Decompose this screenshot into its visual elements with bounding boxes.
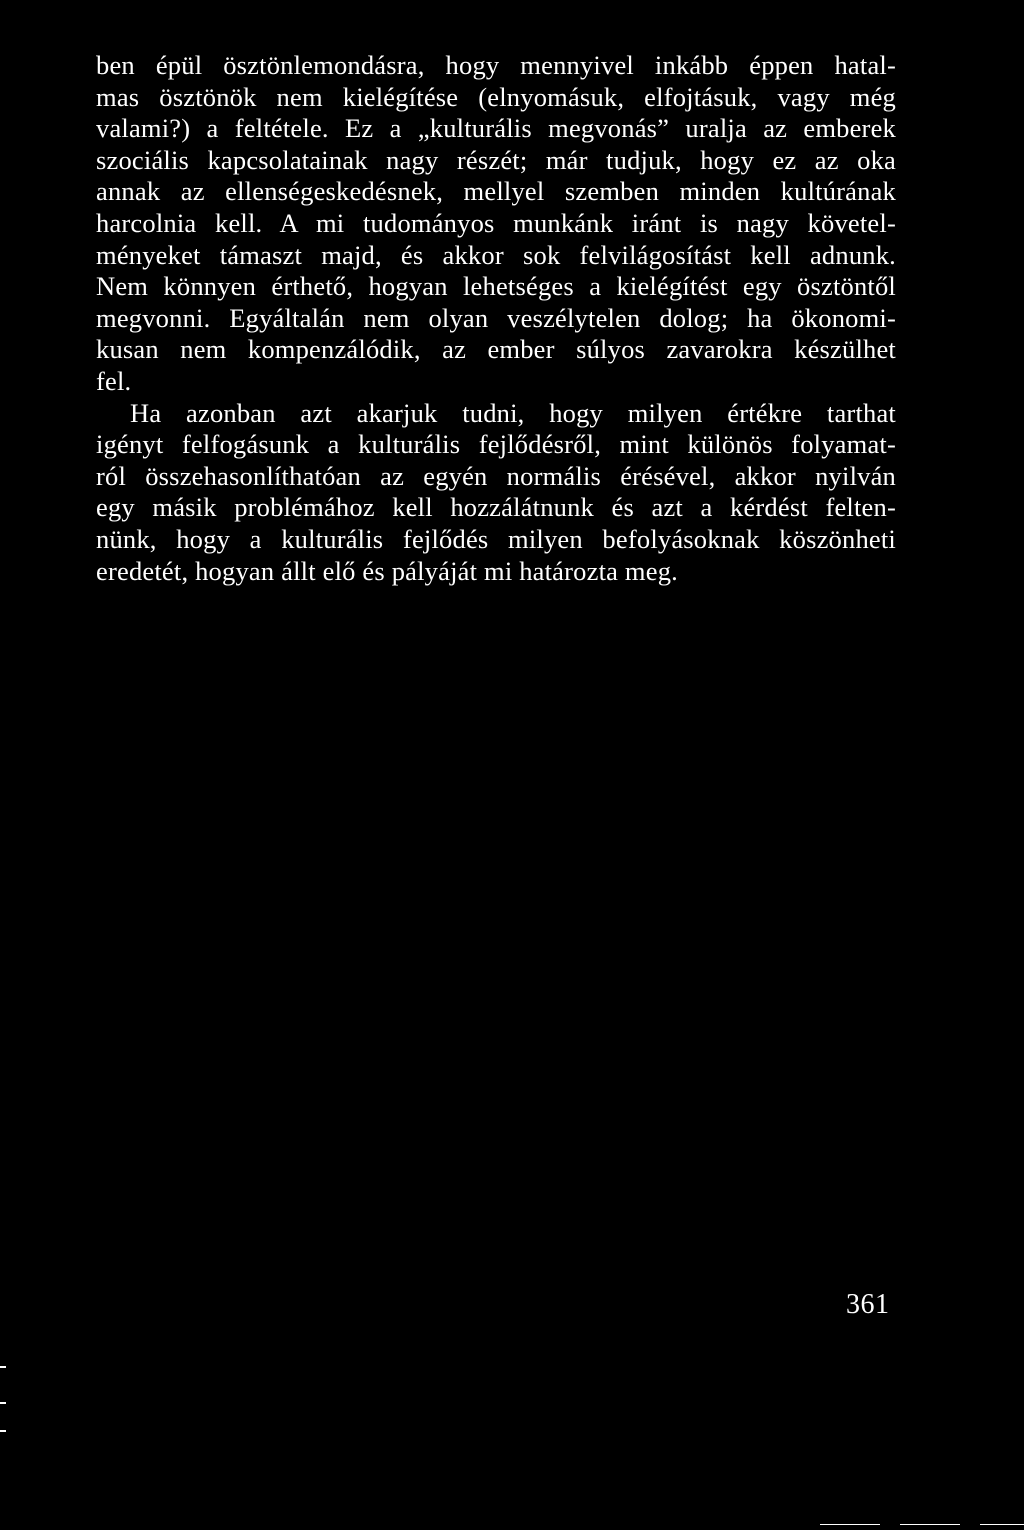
text-line: ményeket támaszt majd, és akkor sok felvilágosítást kell adnunk. (96, 239, 896, 270)
text-line: Nem könnyen érthető, hogyan lehetséges a kielégítést egy ösztöntől (96, 271, 896, 302)
paragraph-start-line: Ha azonban azt akarjuk tudni, hogy milyen értékre tarthat (130, 397, 896, 428)
scan-edge-mark (0, 1402, 6, 1404)
text-line: kusan nem kompenzálódik, az ember súlyos zavarokra készülhet (96, 334, 896, 365)
text-line: nünk, hogy a kulturális fejlődés milyen befolyásoknak köszönheti (96, 523, 896, 554)
scan-edge-rule (980, 1524, 1024, 1525)
text-line: egy másik problémához kell hozzálátnunk és azt a kérdést felten- (96, 492, 896, 523)
text-line: ról összehasonlíthatóan az egyén normális érésével, akkor nyilván (96, 460, 896, 491)
text-line: valami?) a feltétele. Ez a „kulturális megvonás” uralja az emberek (96, 113, 896, 144)
text-line: annak az ellenségeskedésnek, mellyel szemben minden kultúrának (96, 176, 896, 207)
body-text (96, 50, 896, 587)
scan-edge-rule (820, 1524, 880, 1525)
paragraph-end-line: fel. (96, 365, 132, 396)
scan-edge-rule (900, 1524, 960, 1525)
scan-edge-mark (0, 1366, 6, 1368)
text-line: harcolnia kell. A mi tudományos munkánk iránt is nagy követel- (96, 207, 896, 238)
scan-edge-mark (0, 1430, 6, 1432)
page-number: 361 (846, 1289, 890, 1320)
text-line: szociális kapcsolatainak nagy részét; már tudjuk, hogy ez az oka (96, 144, 896, 175)
text-line: mas ösztönök nem kielégítése (elnyomásuk, elfojtásuk, vagy még (96, 81, 896, 112)
text-line: igényt felfogásunk a kulturális fejlődésről, mint különös folyamat- (96, 429, 896, 460)
text-line: ben épül ösztönlemondásra, hogy mennyivel inkább éppen hatal- (96, 50, 896, 80)
text-line: megvonni. Egyáltalán nem olyan veszélytelen dolog; ha ökonomi- (96, 302, 896, 333)
paragraph-end-line: eredetét, hogyan állt elő és pályáját mi határozta meg. (96, 555, 678, 586)
